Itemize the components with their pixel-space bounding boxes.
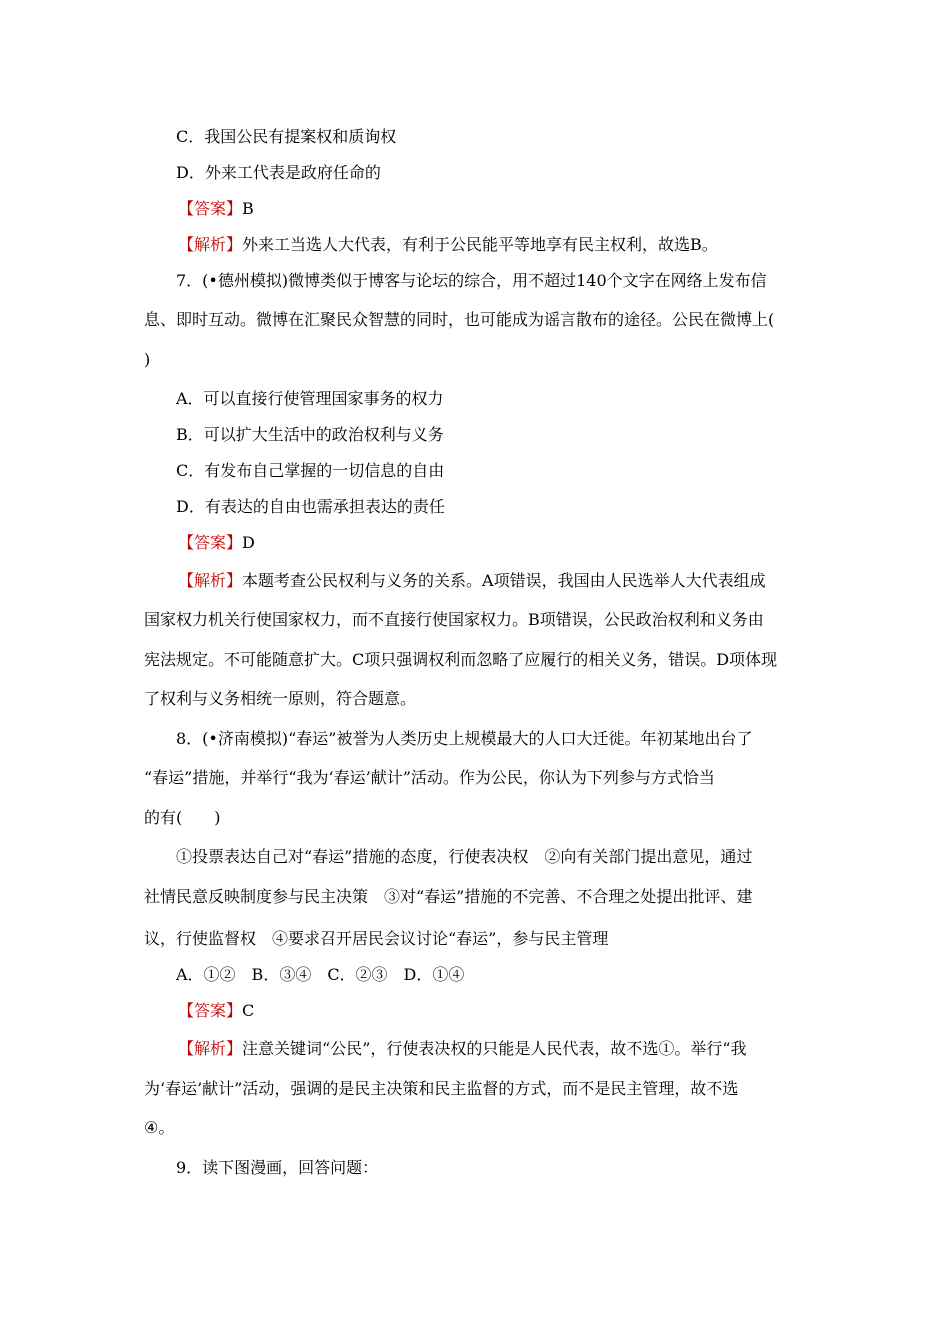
explain-text: 本题考查公民权利与义务的关系。A项错误，我国由人民选举人大代表组成 — [242, 571, 766, 590]
q7-option-c: C．有发布自己掌握的一切信息的自由 — [176, 461, 445, 480]
explain-text: 外来工当选人大代表，有利于公民能平等地享有民主权利，故选B。 — [242, 235, 718, 254]
q7-option-a: A．可以直接行使管理国家事务的权力 — [176, 389, 444, 408]
q6-answer — [178, 199, 254, 219]
q7-option-d: D．有表达的自由也需承担表达的责任 — [176, 497, 445, 516]
explain-tag: 【解析】 — [178, 235, 243, 254]
explain-tag: 【解析】 — [178, 571, 243, 590]
answer-value: C — [242, 1001, 255, 1020]
q6-option-c: C．我国公民有提案权和质询权 — [176, 127, 397, 146]
q8-stem-line-3: 的有( ) — [144, 808, 221, 827]
q8-items-line-1: ①投票表达自己对“春运”措施的态度，行使表决权 ②向有关部门提出意见，通过 — [176, 847, 753, 866]
q8-stem-line-1: 8．(•济南模拟)“春运”被誉为人类历史上规模最大的人口大迁徙。年初某地出台了 — [176, 729, 753, 748]
q8-items-line-3: 议，行使监督权 ④要求召开居民会议讨论“春运”，参与民主管理 — [144, 929, 609, 948]
q8-explanation-line-3: ④。 — [144, 1118, 175, 1137]
answer-tag: 【答案】 — [178, 533, 243, 552]
explain-text: 注意关键词“公民”，行使表决权的只能是人民代表，故不选①。举行“我 — [242, 1039, 747, 1058]
q7-answer — [178, 533, 255, 553]
explain-tag: 【解析】 — [178, 1039, 243, 1058]
answer-tag: 【答案】 — [178, 199, 243, 218]
q8-explanation-line-2: 为‘春运’献计”活动，强调的是民主决策和民主监督的方式，而不是民主管理，故不选 — [144, 1079, 739, 1098]
q9-stem: 9．读下图漫画，回答问题： — [176, 1158, 379, 1177]
q7-stem-line-3: ) — [144, 350, 151, 369]
answer-value: D — [242, 533, 255, 552]
answer-tag: 【答案】 — [178, 1001, 243, 1020]
q7-explanation-line-1 — [178, 571, 766, 591]
q7-explanation-line-2: 国家权力机关行使国家权力，而不直接行使国家权力。B项错误，公民政治权利和义务由 — [144, 610, 764, 629]
q7-explanation-line-4: 了权利与义务相统一原则，符合题意。 — [144, 689, 417, 708]
answer-value: B — [242, 199, 254, 218]
q7-stem-line-2: 息、即时互动。微博在汇聚民众智慧的同时，也可能成为谣言散布的途径。公民在微博上( — [144, 310, 775, 329]
q7-stem-line-1: 7．(•德州模拟)微博类似于博客与论坛的综合，用不超过140个文字在网络上发布信 — [176, 271, 767, 290]
q8-stem-line-2: “春运”措施，并举行“我为‘春运’献计”活动。作为公民，你认为下列参与方式恰当 — [144, 768, 715, 787]
q8-answer — [178, 1001, 254, 1021]
q6-option-d: D．外来工代表是政府任命的 — [176, 163, 381, 182]
q7-explanation-line-3: 宪法规定。不可能随意扩大。C项只强调权利而忽略了应履行的相关义务，错误。D项体现 — [144, 650, 778, 669]
q8-explanation-line-1 — [178, 1039, 747, 1059]
q8-items-line-2: 社情民意反映制度参与民主决策 ③对“春运”措施的不完善、不合理之处提出批评、建 — [144, 887, 753, 906]
q8-options: A．①② B．③④ C．②③ D．①④ — [176, 965, 465, 984]
q7-option-b: B．可以扩大生活中的政治权利与义务 — [176, 425, 444, 444]
q6-explanation — [178, 235, 718, 255]
